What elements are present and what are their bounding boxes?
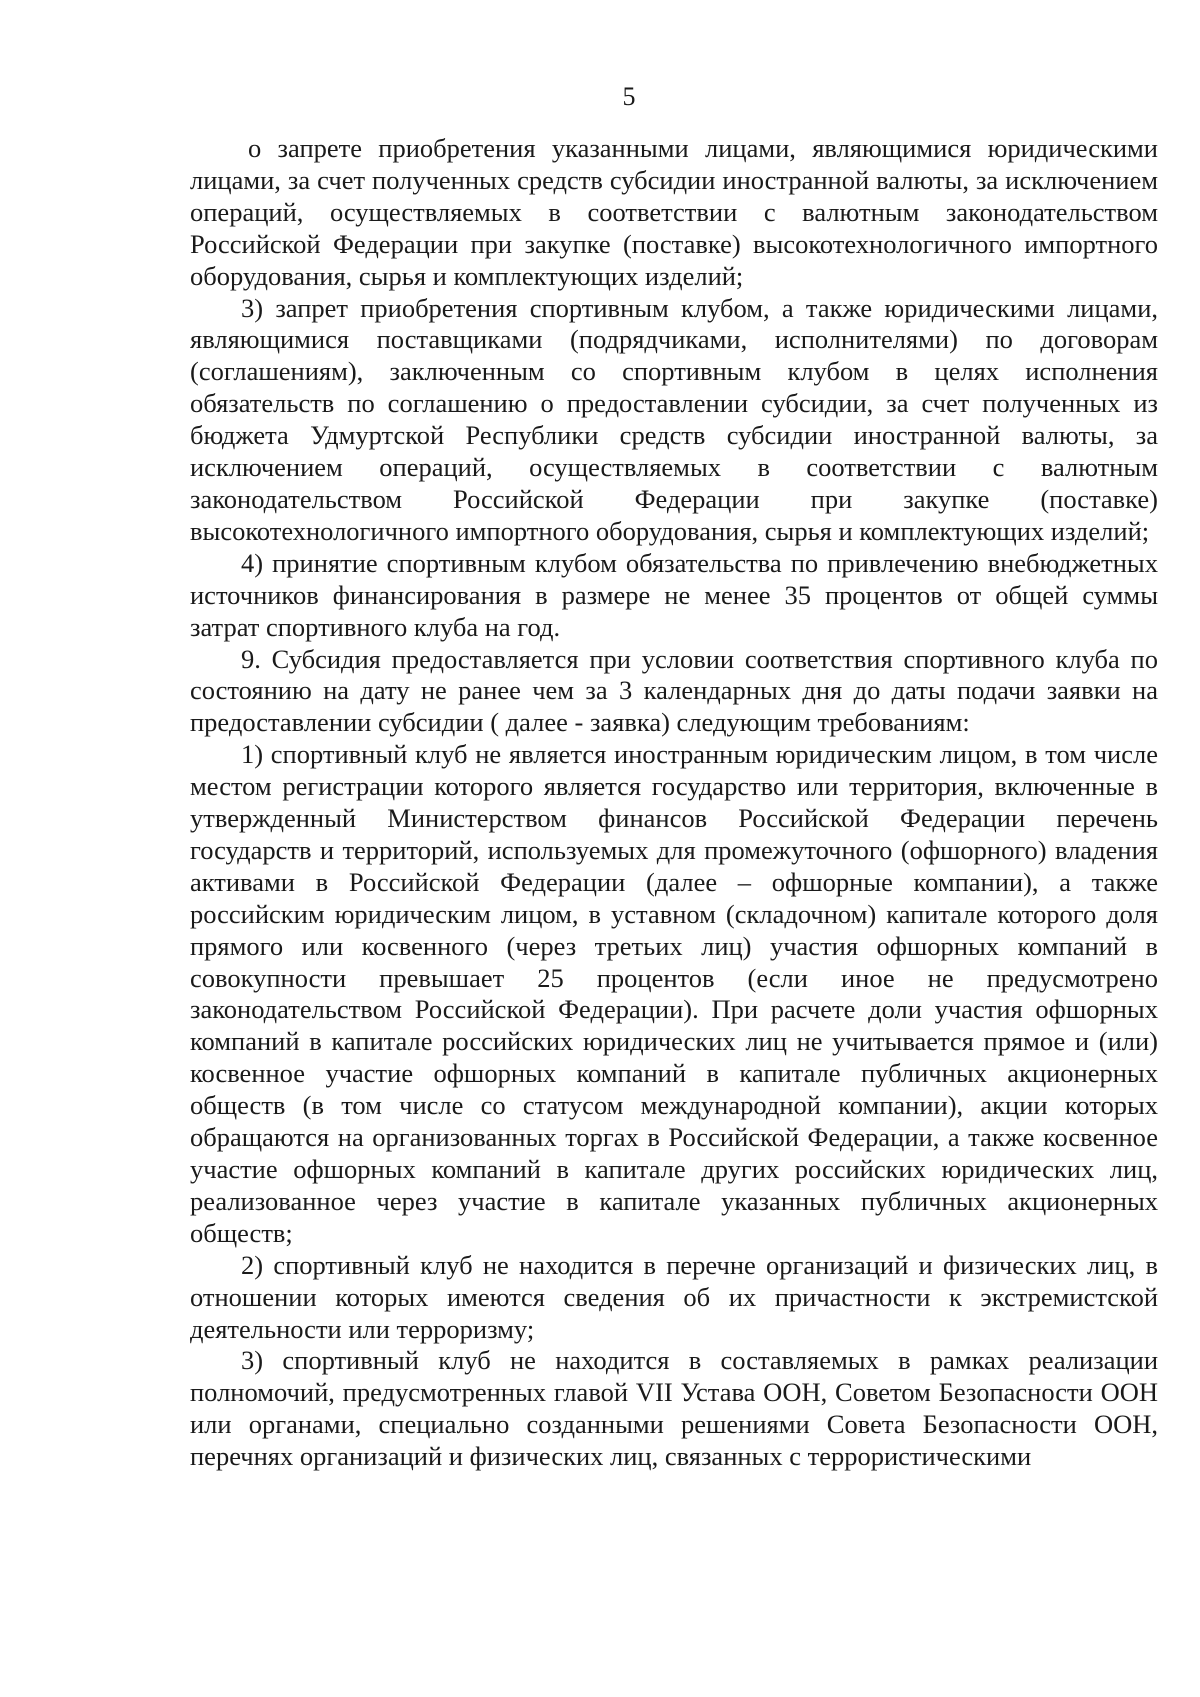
paragraph-requirement-3-un-lists: 3) спортивный клуб не находится в составляемых в рамках реализации полномочий, предусмотренных главой VII Устава ООН, Советом Безопасности ООН или органами, специально созданными решениями Совета Безопасности ООН, перечнях организаций и физических лиц, связанных с террористическими	[190, 1345, 1158, 1472]
document-body	[190, 133, 1158, 1473]
paragraph-item-4-extrabudgetary-funding: 4) принятие спортивным клубом обязательства по привлечению внебюджетных источников финансирования в размере не менее 35 процентов от общей суммы затрат спортивного клуба на год.	[190, 547, 1158, 642]
page-number: 5	[622, 82, 636, 111]
paragraph-requirement-1-offshore: 1) спортивный клуб не является иностранным юридическим лицом, в том числе местом регистрации которого является государство или территория, включенные в утвержденный Министерством финансов Российской Федерации перечень государств и территорий, используемых для промежуточного (офшорного) владения активами в Российской Федерации (далее – офшорные компании), а также российским юридическим лицом, в уставном (складочном) капитале которого доля прямого или косвенного (через третьих лиц) участия офшорных компаний в совокупности превышает 25 процентов (если иное не предусмотрено законодательством Российской Федерации). При расчете доли участия офшорных компаний в капитале российских юридических лиц не учитывается прямое и (или) косвенное участие офшорных компаний в капитале публичных акционерных обществ (в том числе со статусом международной компании), акции которых обращаются на организованных торгах в Российской Федерации, а также косвенное участие офшорных компаний в капитале других российских юридических лиц, реализованное через участие в капитале указанных публичных акционерных обществ;	[190, 739, 1158, 1248]
paragraph-section-9-subsidy-conditions: 9. Субсидия предоставляется при условии соответствия спортивного клуба по состоянию на дату не ранее чем за 3 календарных дня до даты подачи заявки на предоставлении субсидии ( далее - заявка) следующим требованиям:	[190, 643, 1158, 738]
paragraph-currency-prohibition-continued: о запрете приобретения указанными лицами, являющимися юридическими лицами, за счет полученных средств субсидии иностранной валюты, за исключением операций, осуществляемых в соответствии с валютным законодательством Российской Федерации при закупке (поставке) высокотехнологичного импортного оборудования, сырья и комплектующих изделий;	[190, 133, 1158, 291]
paragraph-requirement-2-extremism: 2) спортивный клуб не находится в перечне организаций и физических лиц, в отношении которых имеются сведения об их причастности к экстремистской деятельности или терроризму;	[190, 1249, 1158, 1344]
paragraph-item-3-currency-ban: 3) запрет приобретения спортивным клубом, а также юридическими лицами, являющимися поставщиками (подрядчиками, исполнителями) по договорам (соглашениям), заключенным со спортивным клубом в целях исполнения обязательств по соглашению о предоставлении субсидии, за счет полученных из бюджета Удмуртской Республики средств субсидии иностранной валюты, за исключением операций, осуществляемых в соответствии с валютным законодательством Российской Федерации при закупке (поставке) высокотехнологичного импортного оборудования, сырья и комплектующих изделий;	[190, 292, 1158, 546]
